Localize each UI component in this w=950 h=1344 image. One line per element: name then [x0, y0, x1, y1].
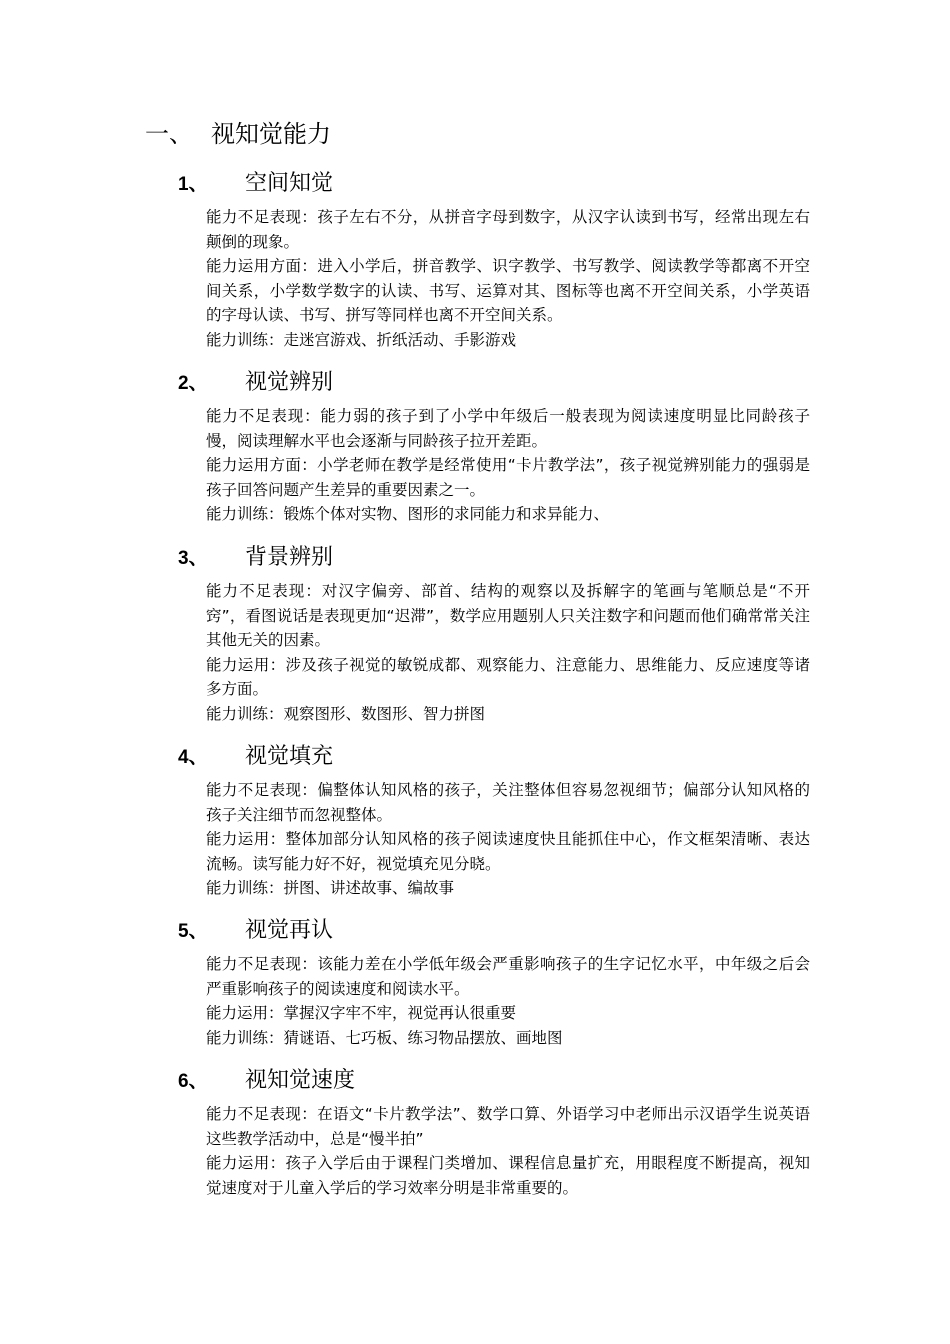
section-title: 背景辨别 [245, 545, 334, 570]
section-heading [178, 541, 818, 575]
section-body [206, 952, 810, 1050]
main-heading-number: 一、 [145, 120, 193, 148]
paragraph: 能力训练：走迷宫游戏、折纸活动、手影游戏 [206, 330, 517, 349]
section-body [206, 579, 810, 726]
paragraph: 能力不足表现：该能力差在小学低年级会严重影响孩子的生字记忆水平，中年级之后会严重影响孩子的阅读速度和阅读水平。 [206, 955, 810, 998]
section-heading [178, 167, 818, 201]
paragraph: 能力训练：锻炼个体对实物、图形的求同能力和求异能力、 [206, 505, 610, 523]
section-heading [178, 740, 818, 774]
section-number: 3、 [178, 548, 208, 569]
section-number: 6、 [178, 1071, 208, 1092]
section-heading [178, 914, 818, 948]
paragraph: 能力不足表现：孩子左右不分，从拼音字母到数字，从汉字认读到书写，经常出现左右颠倒的现象。 [206, 208, 810, 251]
section-visual-recognition [178, 914, 818, 1050]
section-heading [178, 1064, 818, 1098]
paragraph: 能力运用：孩子入学后由于课程门类增加、课程信息量扩充，用眼程度不断提高，视知觉速度对于儿童入学后的学习效率分明是非常重要的。 [206, 1154, 810, 1197]
paragraph: 能力不足表现：在语文“卡片教学法”、数学口算、外语学习中老师出示汉语学生说英语这些教学活动中，总是“慢半拍” [206, 1105, 810, 1148]
section-title: 视知觉速度 [245, 1068, 356, 1093]
section-spatial-perception [178, 167, 818, 352]
section-heading [178, 366, 818, 400]
section-body [206, 778, 810, 901]
paragraph: 能力运用：掌握汉字牢不牢，视觉再认很重要 [206, 1004, 517, 1022]
section-background-discrimination [178, 541, 818, 726]
section-body [206, 205, 810, 352]
paragraph: 能力运用：涉及孩子视觉的敏锐成都、观察能力、注意能力、思维能力、反应速度等诸多方面。 [206, 655, 810, 698]
section-body [206, 404, 810, 527]
paragraph: 能力运用：整体加部分认知风格的孩子阅读速度快且能抓住中心，作文框架清晰、表达流畅。读写能力好不好，视觉填充见分晓。 [206, 830, 810, 873]
section-number: 1、 [178, 174, 208, 195]
main-heading-title: 视知觉能力 [211, 120, 331, 148]
section-number: 2、 [178, 373, 208, 394]
section-number: 4、 [178, 747, 208, 768]
section-visual-discrimination [178, 366, 818, 527]
section-title: 空间知觉 [245, 171, 334, 196]
paragraph: 能力运用方面：小学老师在教学是经常使用“卡片教学法”，孩子视觉辨别能力的强弱是孩子回答问题产生差异的重要因素之一。 [206, 456, 810, 499]
paragraph: 能力训练：拼图、讲述故事、编故事 [206, 879, 455, 897]
section-body [206, 1102, 810, 1200]
section-visual-closure [178, 740, 818, 901]
paragraph: 能力训练：观察图形、数图形、智力拼图 [206, 704, 486, 723]
paragraph: 能力不足表现：能力弱的孩子到了小学中年级后一般表现为阅读速度明显比同龄孩子慢，阅读理解水平也会逐渐与同龄孩子拉开差距。 [206, 407, 810, 450]
paragraph: 能力运用方面：进入小学后，拼音教学、识字教学、书写教学、阅读教学等都离不开空间关系，小学数学数字的认读、书写、运算对其、图标等也离不开空间关系，小学英语的字母认读、书写、拼写等同样也离不开空间关系。 [206, 257, 810, 324]
section-number: 5、 [178, 921, 208, 942]
section-title: 视觉填充 [245, 744, 334, 769]
paragraph: 能力不足表现：对汉字偏旁、部首、结构的观察以及拆解字的笔画与笔顺总是“不开窍”，看图说话是表现更加“迟滞”，数学应用题别人只关注数字和问题而他们确常常关注其他无关的因素。 [206, 582, 810, 649]
section-title: 视觉再认 [245, 918, 334, 943]
section-title: 视觉辨别 [245, 370, 334, 395]
main-heading [145, 116, 331, 152]
paragraph: 能力不足表现：偏整体认知风格的孩子，关注整体但容易忽视细节；偏部分认知风格的孩子关注细节而忽视整体。 [206, 781, 810, 824]
paragraph: 能力训练：猜谜语、七巧板、练习物品摆放、画地图 [206, 1028, 563, 1047]
section-visual-perception-speed [178, 1064, 818, 1200]
